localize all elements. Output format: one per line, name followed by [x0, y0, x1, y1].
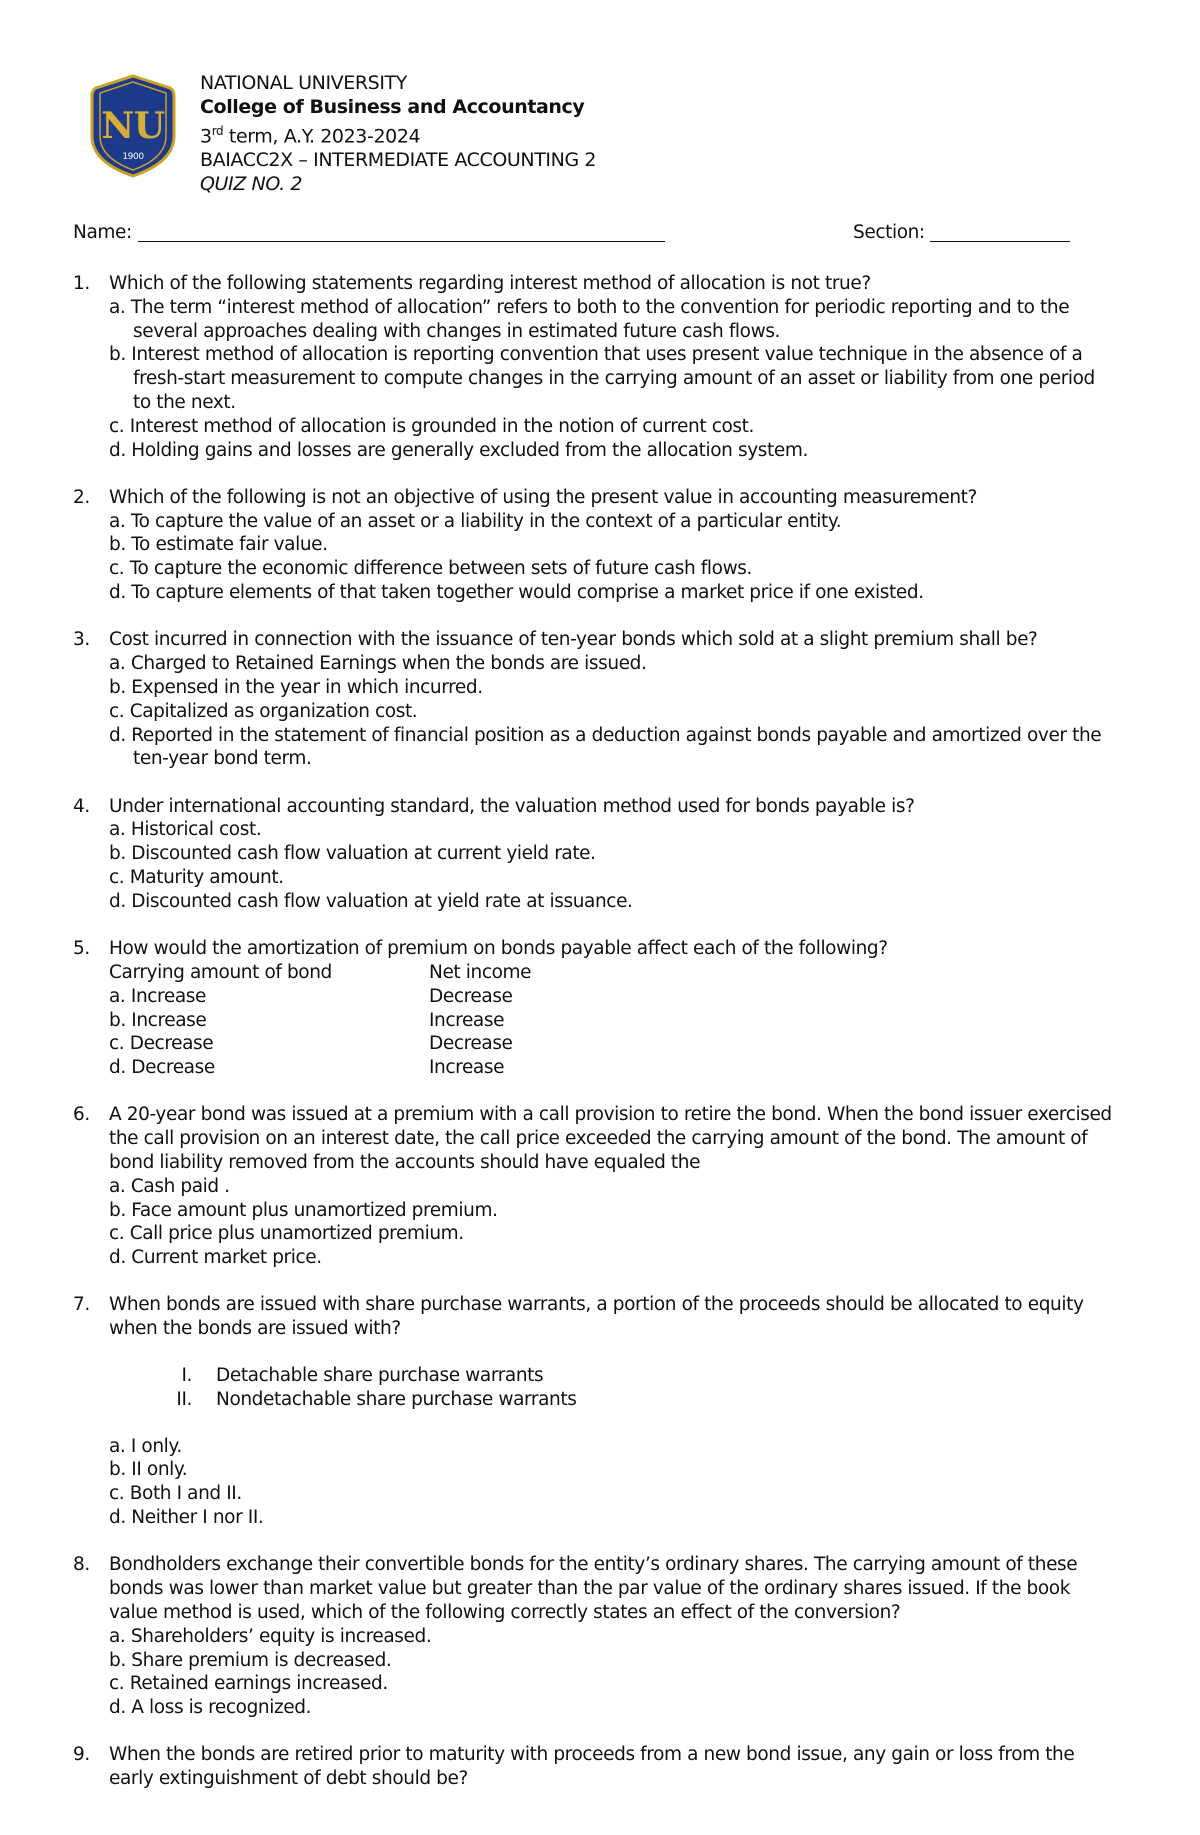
answer-options — [109, 1435, 1113, 1530]
logo-year: 1900 — [122, 152, 144, 162]
question-8 — [73, 1553, 1113, 1720]
answer-option[interactable]: c. Both I and II. — [109, 1483, 242, 1505]
answer-option[interactable]: a. The term “interest method of allocation” refers to both to the convention for periodic reporting and to the several approaches dealing with changes in estimated future cash flows. — [109, 296, 1070, 342]
roman-list — [133, 1364, 1113, 1412]
roman-item — [133, 1364, 1113, 1388]
question-stem: Cost incurred in connection with the issuance of ten-year bonds which sold at a slight premium shall be? — [109, 629, 1038, 651]
answer-cell: Increase — [429, 1057, 505, 1079]
answer-cell: Increase — [429, 1009, 505, 1031]
answer-option[interactable]: a. To capture the value of an asset or a liability in the context of a particular entity. — [109, 510, 842, 532]
answer-option[interactable]: c. Capitalized as organization cost. — [109, 700, 418, 722]
answer-option[interactable]: a. Cash paid . — [109, 1175, 230, 1197]
question-2 — [73, 486, 1113, 605]
roman-text: Detachable share purchase warrants — [216, 1365, 544, 1387]
answer-option[interactable]: c. Maturity amount. — [109, 867, 284, 889]
answer-option[interactable] — [109, 985, 1113, 1009]
answer-option[interactable] — [109, 1056, 1113, 1080]
question-stem: A 20-year bond was issued at a premium with a call provision to retire the bond. When the bond issuer exercised the call provision on an interest date, the call price exceeded the carrying amount of the bond. The amount of bond liability removed from the accounts should have equaled the — [109, 1104, 1112, 1173]
answer-option[interactable]: a. Historical cost. — [109, 819, 262, 841]
question-stem: How would the amortization of premium on bonds payable affect each of the following? — [109, 938, 888, 960]
college-name: College of Business and Accountancy — [200, 96, 585, 118]
answer-cell: b. Increase — [109, 1009, 207, 1031]
answer-option[interactable]: d. To capture elements of that taken together would comprise a market price if one existed. — [109, 582, 924, 604]
question-stem: Which of the following is not an objective of using the present value in accounting measurement? — [109, 486, 977, 508]
answer-option[interactable] — [109, 1032, 1113, 1056]
term-number: 3 — [200, 125, 212, 148]
question-1 — [73, 272, 1113, 462]
roman-numeral: II. — [176, 1388, 192, 1410]
answer-table — [109, 961, 1113, 1080]
term-line — [200, 119, 596, 148]
answer-cell: c. Decrease — [109, 1033, 214, 1055]
term-text: term, A.Y. 2023-2024 — [223, 125, 421, 148]
roman-text: Nondetachable share purchase warrants — [216, 1388, 577, 1410]
question-list — [73, 272, 1113, 1815]
answer-option[interactable]: a. Charged to Retained Earnings when the bonds are issued. — [109, 653, 647, 675]
term-suffix: rd — [211, 124, 224, 138]
university-logo — [90, 74, 176, 178]
roman-item — [133, 1388, 1113, 1412]
question-number: 7. — [73, 1294, 90, 1316]
question-number: 3. — [73, 629, 90, 651]
question-3 — [73, 628, 1113, 771]
question-number: 5. — [73, 938, 90, 960]
answer-option[interactable]: b. Share premium is decreased. — [109, 1649, 392, 1671]
question-stem: When the bonds are retired prior to maturity with proceeds from a new bond issue, any gain or loss from the early extinguishment of debt should be? — [109, 1744, 1075, 1790]
column-header: Net income — [429, 961, 532, 983]
section-blank[interactable] — [930, 241, 1070, 242]
column-header: Carrying amount of bond — [109, 961, 332, 983]
question-stem: Bondholders exchange their convertible bonds for the entity’s ordinary shares. The carrying amount of these bonds was lower than market value but greater than the par value of the ordinary shares issued. If the book value method is used, which of the following correctly states an effect of the conversion? — [109, 1554, 1078, 1623]
answer-option[interactable]: d. Current market price. — [109, 1247, 322, 1269]
answer-options — [109, 652, 1113, 771]
answer-options — [109, 510, 1113, 605]
answer-option[interactable]: c. To capture the economic difference between sets of future cash flows. — [109, 558, 753, 580]
question-9 — [73, 1743, 1113, 1791]
answer-cell: Decrease — [429, 1033, 513, 1055]
question-number: 6. — [73, 1104, 90, 1126]
answer-options — [109, 1625, 1113, 1720]
answer-option[interactable]: b. Face amount plus unamortized premium. — [109, 1199, 498, 1221]
university-name: NATIONAL UNIVERSITY — [200, 72, 407, 94]
answer-option[interactable]: a. I only. — [109, 1435, 182, 1457]
answer-option[interactable]: d. A loss is recognized. — [109, 1697, 312, 1719]
answer-option[interactable]: b. II only. — [109, 1459, 188, 1481]
answer-option[interactable]: b. Interest method of allocation is reporting convention that uses present value technique in the absence of a fresh-start measurement to compute changes in the carrying amount of an asset or liability from one period to the next. — [109, 344, 1095, 413]
name-section-row — [73, 222, 1073, 248]
section-label: Section: — [853, 222, 925, 243]
document-header — [200, 71, 596, 196]
question-4 — [73, 795, 1113, 914]
question-number: 4. — [73, 795, 90, 817]
answer-option[interactable]: d. Reported in the statement of financial position as a deduction against bonds payable and amortized over the ten-year bond term. — [109, 724, 1102, 770]
question-6 — [73, 1103, 1113, 1270]
answer-option[interactable]: c. Call price plus unamortized premium. — [109, 1223, 464, 1245]
answer-option[interactable]: d. Neither I nor II. — [109, 1507, 264, 1529]
answer-options — [109, 1175, 1113, 1270]
answer-cell: d. Decrease — [109, 1057, 215, 1079]
answer-cell: a. Increase — [109, 985, 206, 1007]
question-stem: Which of the following statements regarding interest method of allocation is not true? — [109, 273, 871, 294]
question-stem: When bonds are issued with share purchase warrants, a portion of the proceeds should be allocated to equity when the bonds are issued with? — [109, 1294, 1084, 1340]
answer-option[interactable] — [109, 1009, 1113, 1033]
question-number: 1. — [73, 273, 90, 294]
answer-options — [109, 818, 1113, 913]
answer-option[interactable]: b. To estimate fair value. — [109, 534, 328, 556]
question-number: 2. — [73, 486, 90, 508]
course-title: BAIACC2X – INTERMEDIATE ACCOUNTING 2 — [200, 149, 597, 172]
answer-option[interactable]: d. Holding gains and losses are generally excluded from the allocation system. — [109, 439, 808, 461]
question-number: 8. — [73, 1554, 90, 1576]
roman-numeral: I. — [181, 1365, 192, 1387]
answer-cell: Decrease — [429, 985, 513, 1007]
answer-options — [109, 296, 1113, 463]
question-number: 9. — [73, 1744, 90, 1766]
answer-option[interactable]: d. Discounted cash flow valuation at yield rate at issuance. — [109, 890, 633, 912]
question-stem: Under international accounting standard, the valuation method used for bonds payable is? — [109, 795, 915, 817]
name-label: Name: — [73, 222, 132, 243]
answer-option[interactable]: b. Expensed in the year in which incurred. — [109, 676, 483, 698]
answer-option[interactable]: c. Retained earnings increased. — [109, 1673, 388, 1695]
question-7 — [73, 1293, 1113, 1529]
logo-letters: NU — [101, 105, 165, 147]
answer-option[interactable]: a. Shareholders’ equity is increased. — [109, 1625, 432, 1647]
question-5 — [73, 937, 1113, 1080]
name-blank[interactable] — [138, 241, 665, 242]
answer-option[interactable]: b. Discounted cash flow valuation at current yield rate. — [109, 843, 596, 865]
answer-option[interactable]: c. Interest method of allocation is grounded in the notion of current cost. — [109, 415, 754, 437]
quiz-title: QUIZ NO. 2 — [200, 173, 303, 196]
answer-table-header — [109, 961, 1113, 985]
